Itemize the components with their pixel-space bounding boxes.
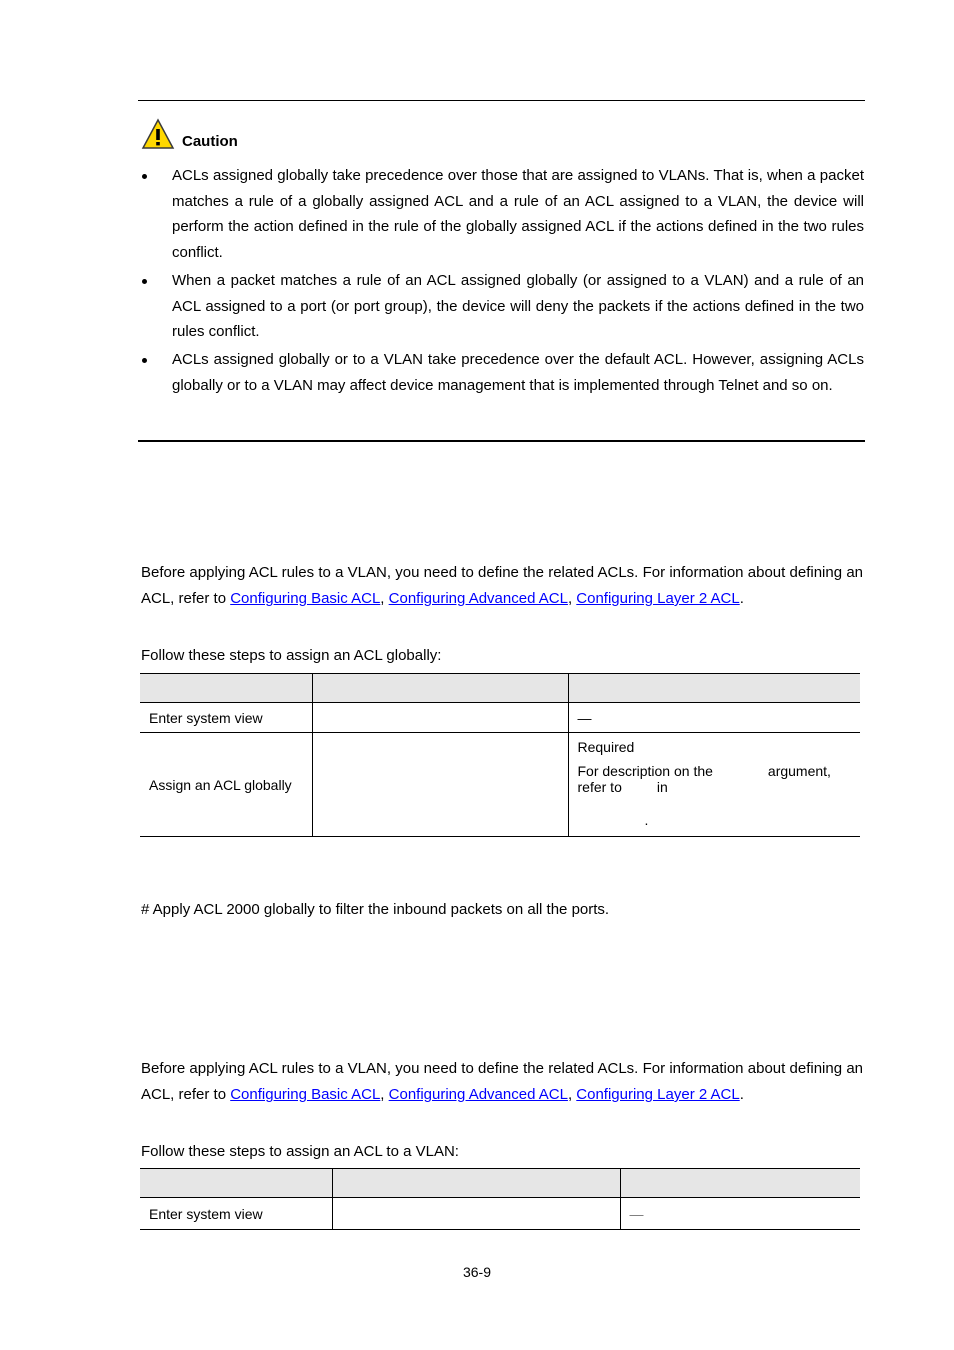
remarks-in-text: in bbox=[656, 779, 668, 795]
link-configuring-basic-acl[interactable]: Configuring Basic ACL bbox=[230, 590, 381, 607]
link-configuring-advanced-acl[interactable]: Configuring Advanced ACL bbox=[388, 1086, 568, 1103]
section1-steps-label: Follow these steps to assign an ACL globally: bbox=[141, 647, 442, 664]
table-header-cell bbox=[332, 1169, 620, 1198]
remarks-refer bbox=[578, 779, 852, 795]
caution-title: Caution bbox=[182, 133, 238, 150]
link-separator: , bbox=[567, 590, 577, 607]
caution-bullet-text: ACLs assigned globally or to a VLAN take precedence over the default ACL. However, assigning ACLs globally or to a VLAN may affect device management that is implemented through Telnet and so on. bbox=[172, 350, 864, 394]
section1-intro bbox=[141, 560, 863, 612]
step-command bbox=[332, 1198, 620, 1230]
link-separator: , bbox=[567, 1086, 577, 1103]
section1-steps-table bbox=[140, 673, 860, 837]
table-row bbox=[140, 1198, 860, 1230]
table-header-cell bbox=[140, 674, 312, 703]
step-remarks: — bbox=[620, 1198, 860, 1230]
remarks-end-text: . bbox=[644, 812, 649, 828]
link-configuring-layer2-acl[interactable]: Configuring Layer 2 ACL bbox=[576, 1086, 740, 1103]
table-header-cell bbox=[568, 674, 860, 703]
section1-example: # Apply ACL 2000 globally to filter the inbound packets on all the ports. bbox=[141, 901, 610, 918]
step-to-do: Assign an ACL globally bbox=[140, 733, 312, 837]
step-to-do: Enter system view bbox=[140, 703, 312, 733]
caution-top-rule bbox=[138, 100, 865, 101]
step-command bbox=[312, 733, 568, 837]
link-separator: , bbox=[380, 1086, 389, 1103]
caution-warning-icon bbox=[141, 118, 175, 150]
link-separator: , bbox=[380, 590, 389, 607]
caution-bullet bbox=[141, 268, 864, 345]
table-header-cell bbox=[312, 674, 568, 703]
step-remarks bbox=[568, 733, 860, 837]
link-configuring-layer2-acl[interactable]: Configuring Layer 2 ACL bbox=[576, 590, 740, 607]
intro-text: Before applying ACL rules to a VLAN, you need to define the related ACLs. For information about defining an ACL, refer to bbox=[141, 564, 863, 607]
step-to-do: Enter system view bbox=[140, 1198, 332, 1230]
caution-bullet bbox=[141, 347, 864, 398]
table-header-row bbox=[140, 674, 860, 703]
step-command bbox=[312, 703, 568, 733]
caution-bullet-text: ACLs assigned globally take precedence over those that are assigned to VLANs. That is, when a packet matches a rule of a globally assigned ACL and a rule of an ACL assigned to a VLAN, the device will perform the action defined in the rule of the globally assigned ACL if the actions defined in the two rules conflict. bbox=[172, 167, 864, 262]
remarks-required: Required bbox=[577, 739, 635, 755]
caution-bullet-list bbox=[141, 163, 864, 400]
section2-steps-table bbox=[140, 1168, 860, 1230]
intro-end: . bbox=[739, 590, 744, 607]
step-remarks: — bbox=[568, 703, 860, 733]
table-header-row bbox=[140, 1169, 860, 1198]
bullet-dot-icon bbox=[142, 358, 147, 363]
page-number: 36-9 bbox=[462, 1264, 492, 1280]
caution-bottom-rule bbox=[138, 440, 865, 442]
section2-steps-label: Follow these steps to assign an ACL to a VLAN: bbox=[141, 1143, 459, 1160]
caution-bullet bbox=[141, 163, 864, 266]
table-row bbox=[140, 703, 860, 733]
intro-end: . bbox=[739, 1086, 744, 1103]
intro-text: Before applying ACL rules to a VLAN, you need to define the related ACLs. For information about defining an ACL, refer to bbox=[141, 1060, 863, 1103]
remarks-end bbox=[578, 812, 852, 828]
caution-bullet-text: When a packet matches a rule of an ACL assigned globally (or assigned to a VLAN) and a rule of an ACL assigned to a port (or port group), the device will deny the packets if the actions defined in the two rules conflict. bbox=[172, 271, 864, 341]
table-row bbox=[140, 733, 860, 837]
remarks-desc-end: argument, bbox=[767, 763, 831, 779]
link-configuring-basic-acl[interactable]: Configuring Basic ACL bbox=[230, 1086, 381, 1103]
bullet-dot-icon bbox=[142, 279, 147, 284]
section2-intro bbox=[141, 1056, 863, 1108]
link-configuring-advanced-acl[interactable]: Configuring Advanced ACL bbox=[388, 590, 568, 607]
table-header-cell bbox=[140, 1169, 332, 1198]
remarks-description bbox=[578, 763, 852, 779]
remarks-refer-text: refer to bbox=[577, 779, 622, 795]
remarks-desc-start: For description on the bbox=[577, 763, 713, 779]
table-header-cell bbox=[620, 1169, 860, 1198]
bullet-dot-icon bbox=[142, 174, 147, 179]
